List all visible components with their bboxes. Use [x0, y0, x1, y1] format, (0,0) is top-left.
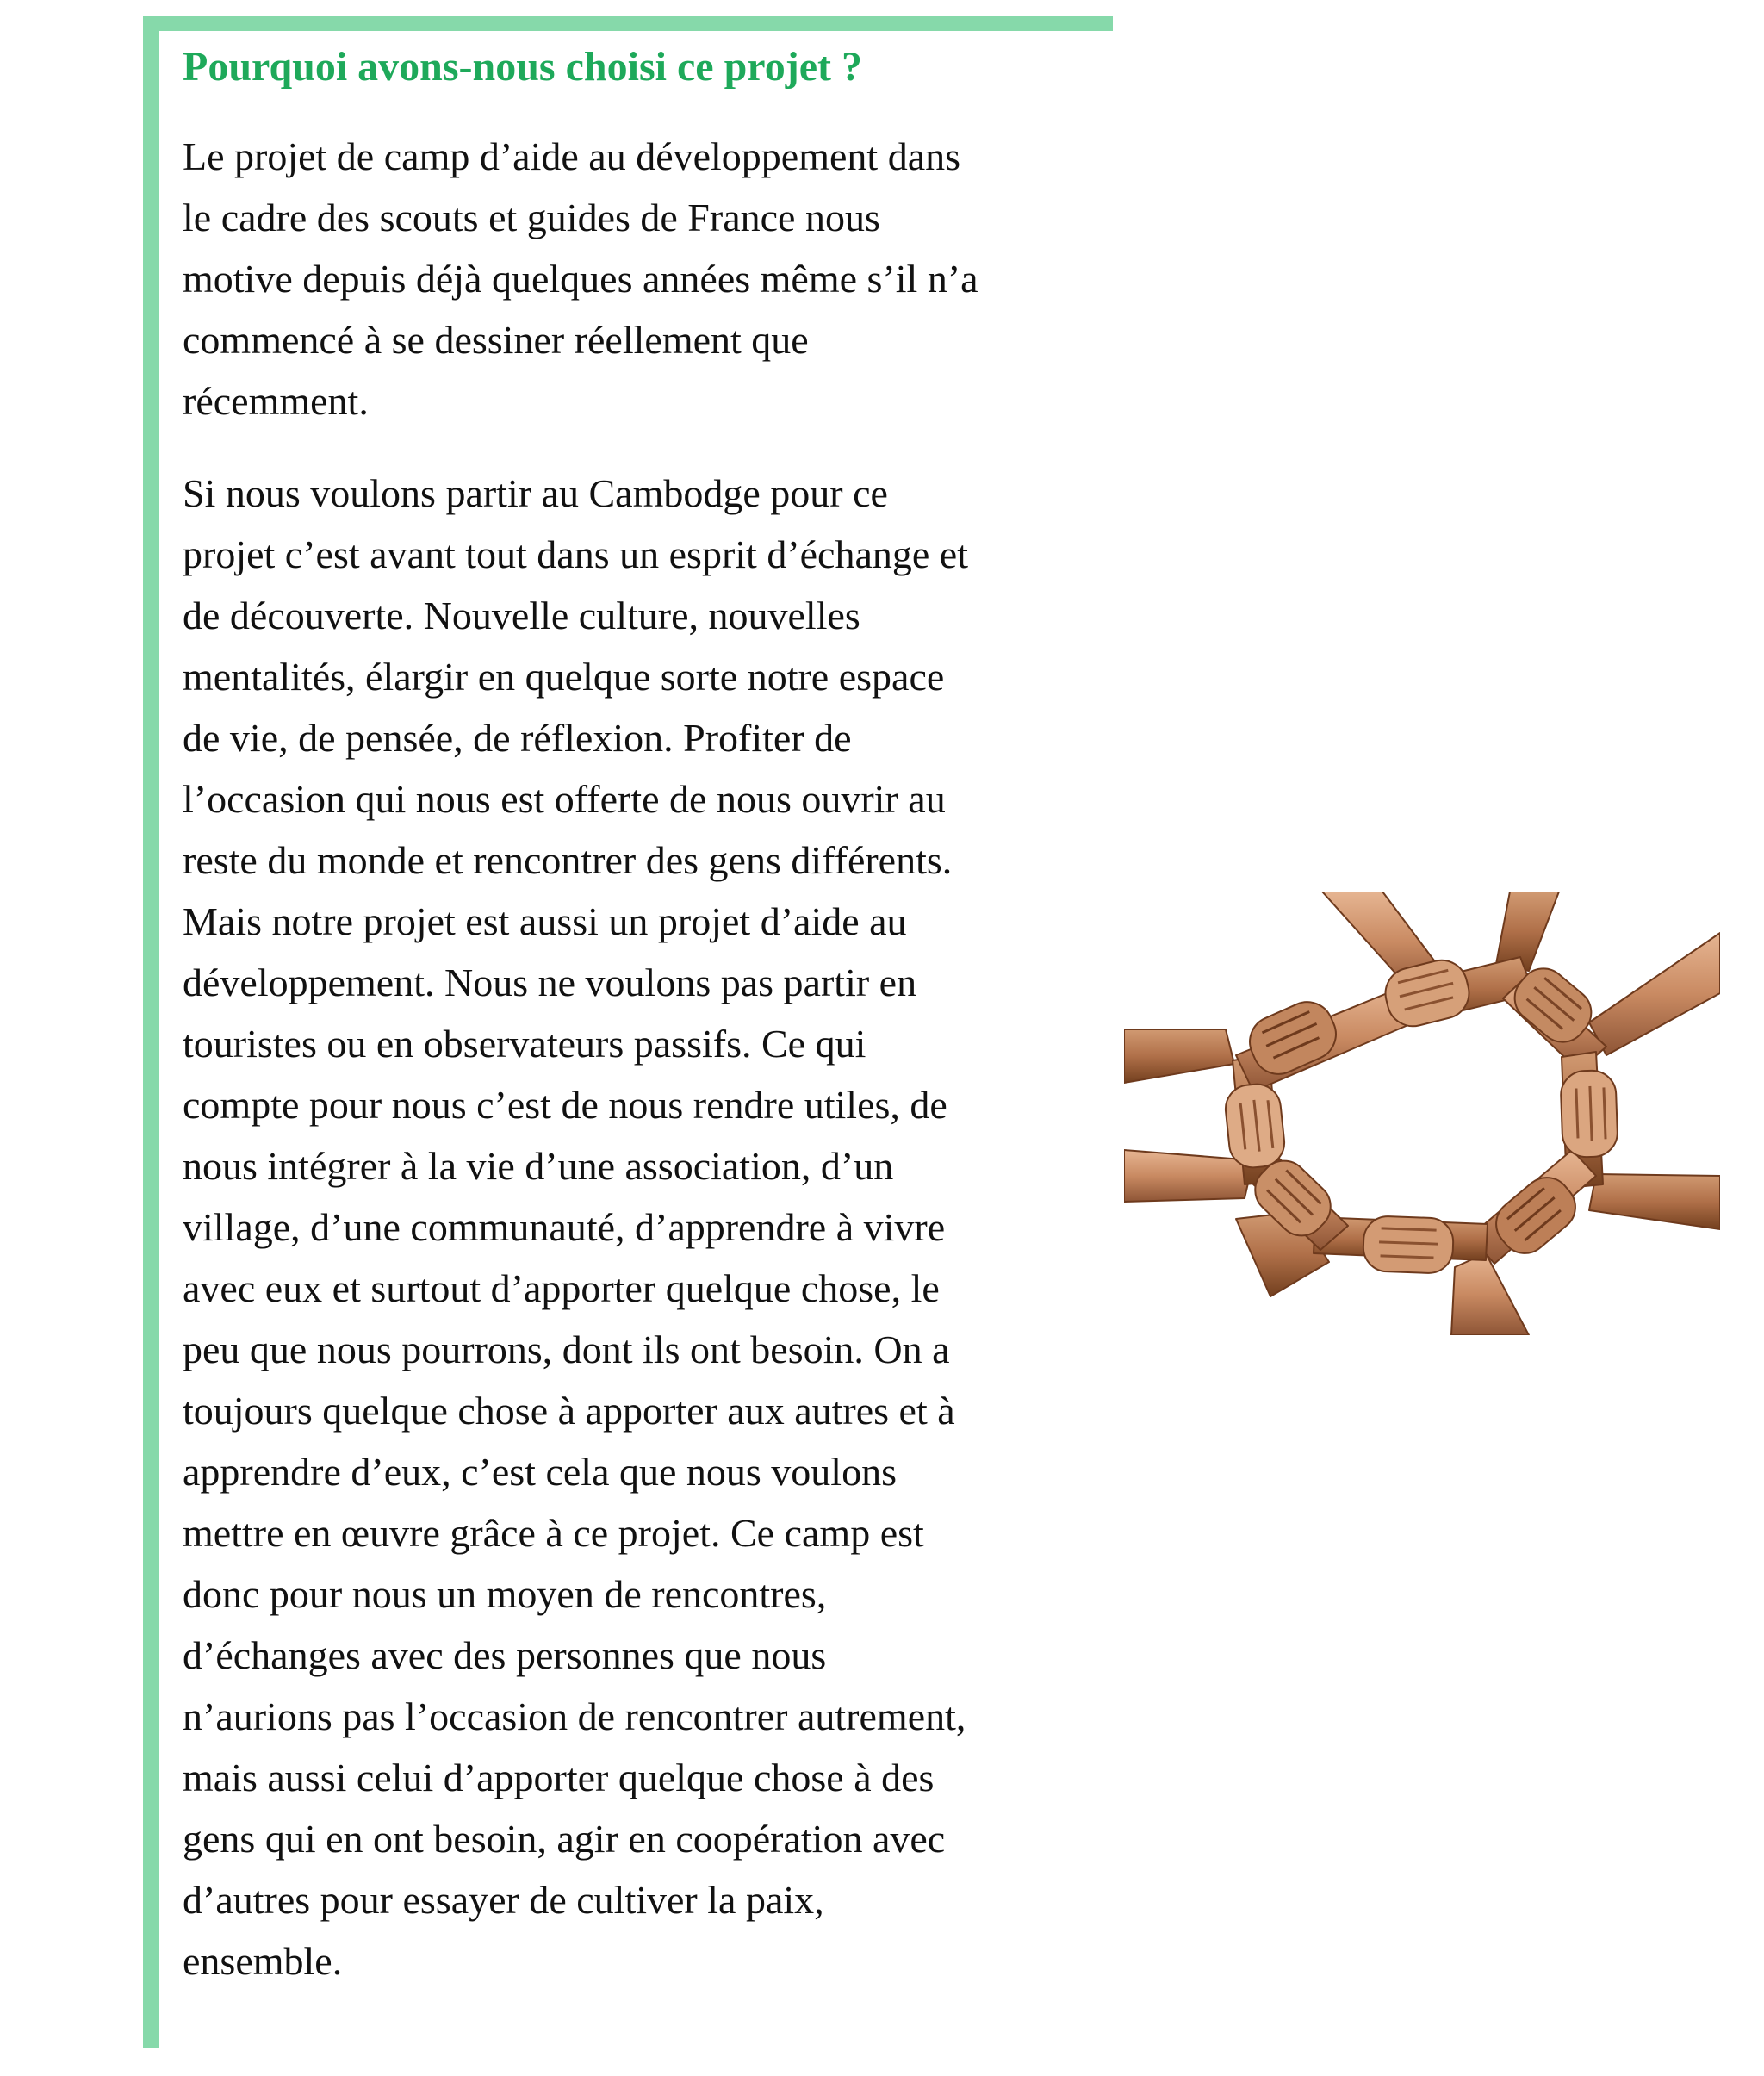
paragraph-motivation — [183, 463, 1121, 1992]
text-line: motive depuis déjà quelques années même s’il n’a — [183, 257, 978, 301]
text-column — [183, 41, 1121, 1992]
text-line: le cadre des scouts et guides de France nous — [183, 196, 880, 239]
text-line: développement. Nous ne voulons pas partir en — [183, 960, 917, 1004]
text-line: mettre en œuvre grâce à ce projet. Ce camp est — [183, 1511, 924, 1555]
section-heading: Pourquoi avons-nous choisi ce projet ? — [183, 44, 862, 90]
text-line: gens qui en ont besoin, agir en coopération avec — [183, 1817, 946, 1861]
text-line: nous intégrer à la vie d’une association, d’un — [183, 1144, 894, 1188]
text-line: mentalités, élargir en quelque sorte notre espace — [183, 655, 945, 699]
text-line: mais aussi celui d’apporter quelque chose à des — [183, 1756, 935, 1799]
text-line: l’occasion qui nous est offerte de nous ouvrir au — [183, 777, 946, 821]
text-line: de découverte. Nouvelle culture, nouvelles — [183, 594, 860, 637]
text-line: Le projet de camp d’aide au développement dans — [183, 134, 961, 178]
text-line: commencé à se dessiner réellement que — [183, 318, 809, 362]
text-line: toujours quelque chose à apporter aux autres et à — [183, 1389, 955, 1433]
text-line: peu que nous pourrons, dont ils ont besoin. On a — [183, 1327, 950, 1371]
paragraph-intro — [183, 126, 1121, 432]
text-line: donc pour nous un moyen de rencontres, — [183, 1572, 827, 1616]
text-line: ensemble. — [183, 1939, 343, 1983]
frame-left-border — [143, 16, 159, 2048]
text-line: village, d’une communauté, d’apprendre à vivre — [183, 1205, 946, 1249]
text-line: Mais notre projet est aussi un projet d’aide au — [183, 899, 907, 943]
text-line: compte pour nous c’est de nous rendre utiles, de — [183, 1083, 947, 1127]
text-line: d’échanges avec des personnes que nous — [183, 1633, 827, 1677]
frame-top-border — [143, 16, 1113, 31]
text-line: de vie, de pensée, de réflexion. Profiter de — [183, 716, 852, 760]
text-line: apprendre d’eux, c’est cela que nous voulons — [183, 1450, 897, 1494]
text-line: d’autres pour essayer de cultiver la paix, — [183, 1878, 824, 1922]
text-line: reste du monde et rencontrer des gens différents. — [183, 838, 953, 882]
text-line: avec eux et surtout d’apporter quelque chose, le — [183, 1266, 940, 1310]
text-line: touristes ou en observateurs passifs. Ce qui — [183, 1022, 866, 1066]
linked-hands-circle-icon — [1124, 892, 1720, 1335]
text-line: projet c’est avant tout dans un esprit d’échange et — [183, 532, 969, 576]
text-line: récemment. — [183, 379, 369, 423]
text-line: n’aurions pas l’occasion de rencontrer autrement, — [183, 1694, 966, 1738]
text-line: Si nous voulons partir au Cambodge pour ce — [183, 471, 888, 515]
